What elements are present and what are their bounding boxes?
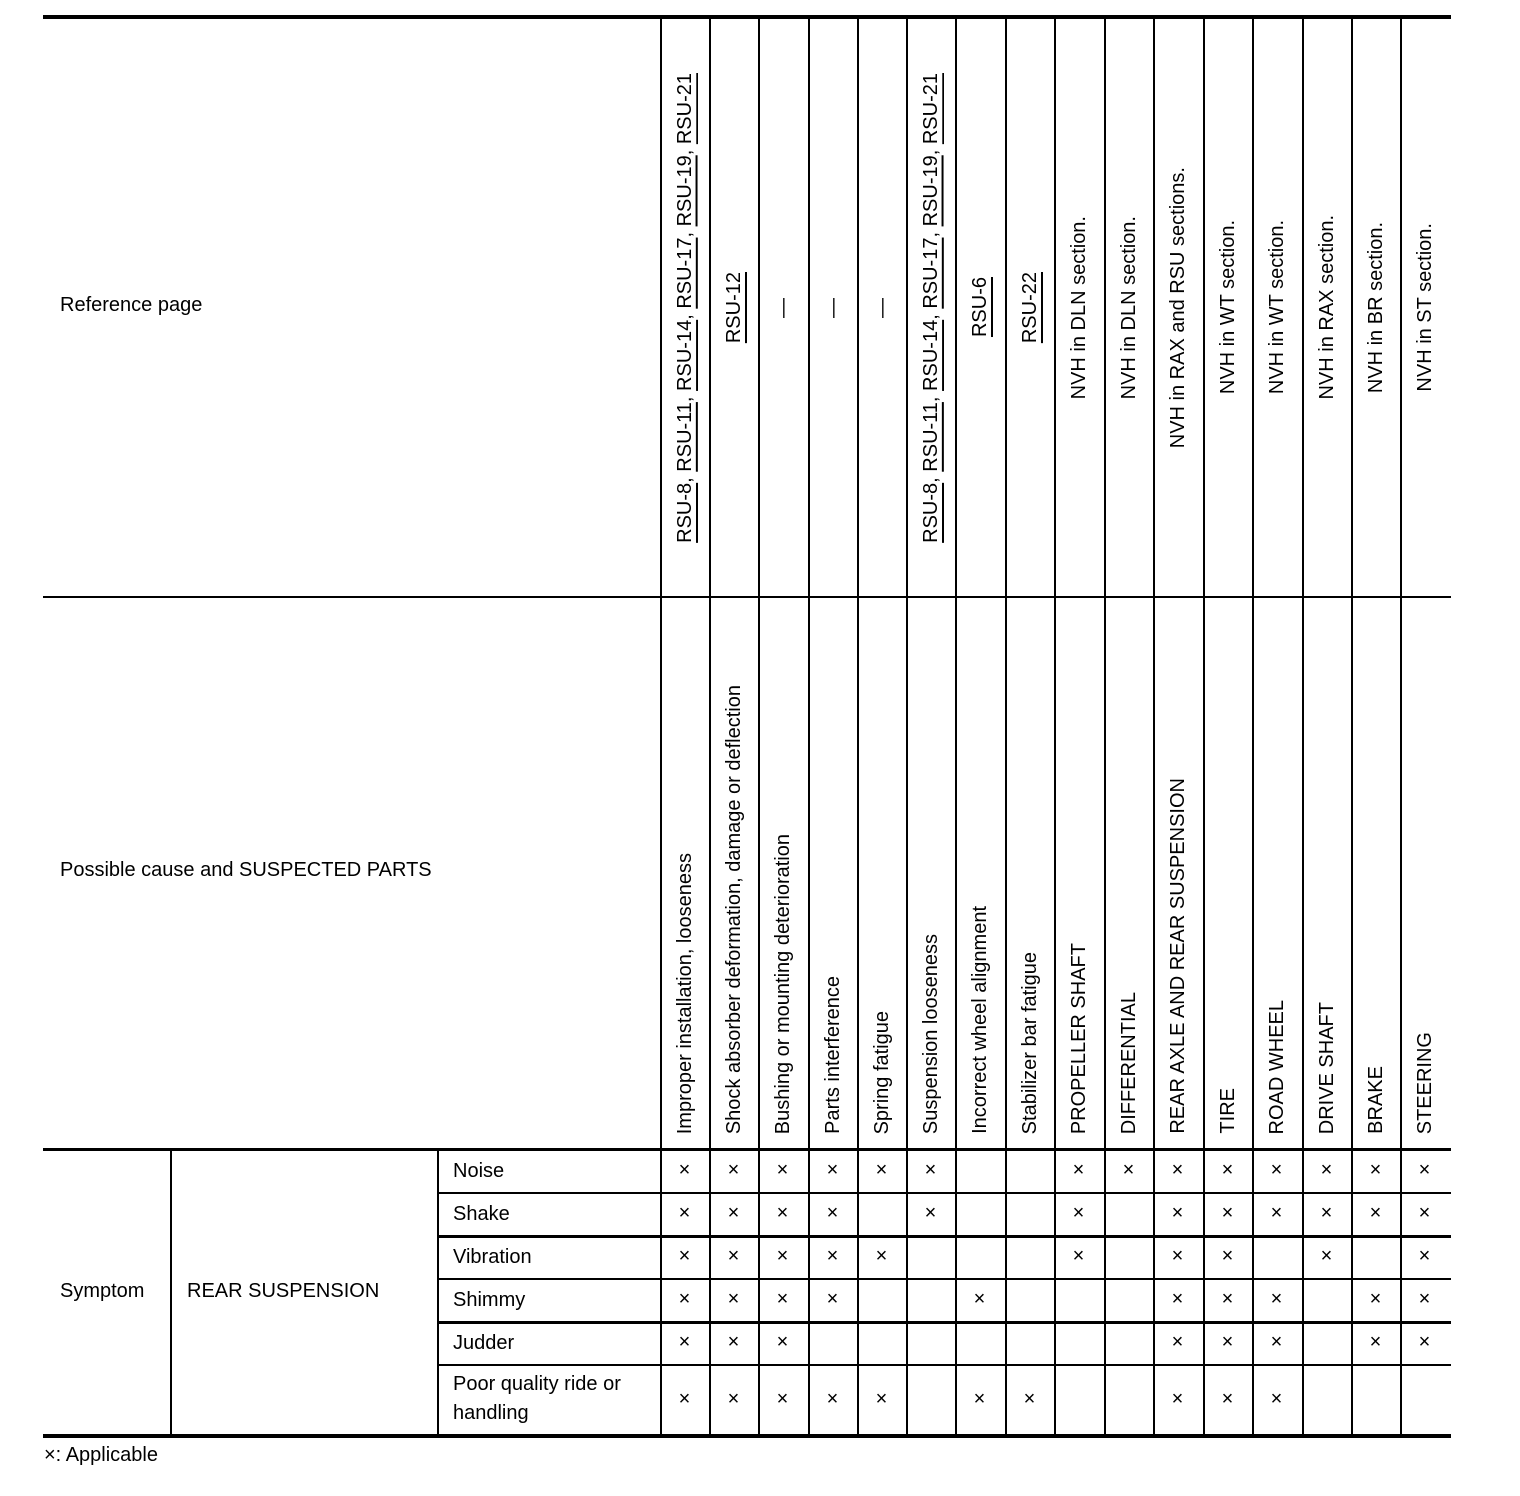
- table-bottom-rule: [43, 1434, 1451, 1438]
- applicable-mark: ×: [875, 1158, 888, 1181]
- reference-cell: [1400, 18, 1450, 597]
- applicable-mark: ×: [875, 1244, 888, 1267]
- reference-cell: [1104, 18, 1153, 597]
- footnote: ×: Applicable: [44, 1444, 158, 1466]
- applicable-mark: ×: [1369, 1158, 1382, 1181]
- reference-cell: [857, 18, 906, 597]
- possible-cause-label: Possible cause and SUSPECTED PARTS: [60, 859, 432, 881]
- symptom-row-label: Noise: [453, 1160, 505, 1182]
- symptom-row-label: Judder: [453, 1332, 515, 1354]
- symptom-label: Symptom: [60, 1280, 145, 1302]
- cause-cell: [808, 598, 857, 1134]
- cause-cell: [758, 598, 808, 1134]
- reference-link[interactable]: RSU-14: [919, 319, 942, 391]
- col-divider: [437, 1149, 439, 1435]
- applicable-mark: ×: [678, 1201, 691, 1224]
- applicable-mark: ×: [776, 1201, 789, 1224]
- reference-cell: RSU-8, RSU-11, RSU-14, RSU-17, RSU-19, RSU-21: [919, 72, 942, 543]
- reference-text: NVH in BR section.: [1364, 221, 1387, 394]
- reference-text: NVH in DLN section.: [1117, 215, 1140, 400]
- applicable-mark: ×: [1270, 1287, 1283, 1310]
- applicable-mark: ×: [1320, 1244, 1333, 1267]
- cause-cell: [660, 598, 709, 1134]
- col-divider: [170, 1149, 172, 1435]
- cause-cell: [1252, 598, 1302, 1134]
- cause-label: Spring fatigue: [870, 1010, 893, 1134]
- applicable-mark: ×: [1418, 1330, 1431, 1353]
- applicable-mark: ×: [1221, 1201, 1234, 1224]
- applicable-mark: ×: [727, 1330, 740, 1353]
- applicable-mark: ×: [678, 1387, 691, 1410]
- applicable-mark: ×: [1171, 1201, 1184, 1224]
- applicable-mark: ×: [1171, 1330, 1184, 1353]
- applicable-mark: ×: [1072, 1158, 1085, 1181]
- row-divider: [43, 1148, 1451, 1151]
- applicable-mark: ×: [1418, 1244, 1431, 1267]
- applicable-mark: ×: [826, 1287, 839, 1310]
- applicable-mark: ×: [924, 1158, 937, 1181]
- reference-link[interactable]: RSU-11: [673, 401, 696, 472]
- row-divider: [437, 1235, 1451, 1238]
- reference-cell: [1203, 18, 1252, 597]
- reference-cell: [1351, 18, 1400, 597]
- reference-link[interactable]: RSU-8: [673, 482, 696, 543]
- applicable-mark: ×: [1369, 1201, 1382, 1224]
- applicable-mark: ×: [1171, 1287, 1184, 1310]
- cause-label: BRAKE: [1364, 1066, 1387, 1134]
- reference-cell: [1054, 18, 1104, 597]
- applicable-mark: ×: [776, 1244, 789, 1267]
- cause-label: TIRE: [1216, 1088, 1239, 1134]
- cause-cell: [955, 598, 1005, 1134]
- symptom-row-label: Shake: [453, 1203, 510, 1225]
- reference-link[interactable]: RSU-14: [673, 319, 696, 391]
- cause-cell: [1104, 598, 1153, 1134]
- cause-cell: [1351, 598, 1400, 1134]
- reference-link[interactable]: RSU-12: [722, 271, 745, 344]
- reference-link[interactable]: RSU-19: [673, 154, 696, 226]
- row-divider: [437, 1364, 1451, 1366]
- reference-cell: [1153, 18, 1203, 597]
- reference-text: —: [772, 297, 794, 318]
- applicable-mark: ×: [973, 1387, 986, 1410]
- applicable-mark: ×: [826, 1201, 839, 1224]
- cause-label: Suspension looseness: [919, 933, 942, 1134]
- reference-link[interactable]: RSU-8: [919, 482, 942, 543]
- reference-link[interactable]: RSU-21: [673, 72, 696, 144]
- applicable-mark: ×: [1418, 1201, 1431, 1224]
- reference-link[interactable]: RSU-11: [919, 401, 942, 472]
- applicable-mark: ×: [1369, 1330, 1382, 1353]
- cause-label: REAR AXLE AND REAR SUSPENSION: [1167, 778, 1189, 1134]
- applicable-mark: ×: [776, 1387, 789, 1410]
- cause-cell: [1203, 598, 1252, 1134]
- applicable-mark: ×: [678, 1158, 691, 1181]
- reference-cell: [1005, 18, 1054, 597]
- applicable-mark: ×: [1171, 1244, 1184, 1267]
- applicable-mark: ×: [1418, 1287, 1431, 1310]
- applicable-mark: ×: [776, 1158, 789, 1181]
- applicable-mark: ×: [727, 1287, 740, 1310]
- applicable-mark: ×: [1418, 1158, 1431, 1181]
- reference-cell: [808, 18, 857, 597]
- reference-link[interactable]: RSU-21: [919, 72, 942, 144]
- reference-text: NVH in RAX section.: [1315, 215, 1338, 400]
- cause-cell: [1302, 598, 1351, 1134]
- applicable-mark: ×: [1221, 1244, 1234, 1267]
- reference-link[interactable]: RSU-6: [969, 277, 991, 338]
- cause-cell: [857, 598, 906, 1134]
- cause-label: Bushing or mounting deterioration: [772, 833, 794, 1134]
- reference-link[interactable]: RSU-19: [919, 154, 942, 226]
- cause-label: Improper installation, looseness: [673, 852, 696, 1134]
- applicable-mark: ×: [1023, 1387, 1036, 1410]
- cause-label: Parts interference: [821, 976, 844, 1134]
- applicable-mark: ×: [1320, 1201, 1333, 1224]
- reference-text: NVH in WT section.: [1266, 220, 1288, 395]
- row-divider: [437, 1192, 1451, 1194]
- applicable-mark: ×: [776, 1330, 789, 1353]
- reference-text: NVH in RAX and RSU sections.: [1167, 166, 1189, 449]
- applicable-mark: ×: [1171, 1387, 1184, 1410]
- reference-cell: [1252, 18, 1302, 597]
- applicable-mark: ×: [727, 1158, 740, 1181]
- cause-label: Stabilizer bar fatigue: [1018, 951, 1041, 1134]
- applicable-mark: ×: [1320, 1158, 1333, 1181]
- cause-label: DIFFERENTIAL: [1117, 991, 1140, 1134]
- reference-cell: [758, 18, 808, 597]
- reference-text: —: [821, 297, 844, 318]
- cause-label: PROPELLER SHAFT: [1068, 942, 1090, 1134]
- reference-cell: [709, 18, 758, 597]
- applicable-mark: ×: [678, 1287, 691, 1310]
- applicable-mark: ×: [826, 1244, 839, 1267]
- reference-cell: [1302, 18, 1351, 597]
- reference-text: NVH in ST section.: [1414, 223, 1436, 392]
- cause-cell: [906, 598, 955, 1134]
- applicable-mark: ×: [1221, 1387, 1234, 1410]
- reference-link[interactable]: RSU-17: [673, 237, 696, 309]
- symptom-row-label: Poor quality ride or handling: [453, 1373, 621, 1424]
- applicable-mark: ×: [678, 1244, 691, 1267]
- applicable-mark: ×: [1171, 1158, 1184, 1181]
- cause-cell: [1400, 598, 1450, 1134]
- cause-label: DRIVE SHAFT: [1315, 1001, 1338, 1134]
- reference-cell: RSU-8, RSU-11, RSU-14, RSU-17, RSU-19, RSU-21: [673, 72, 696, 543]
- applicable-mark: ×: [727, 1201, 740, 1224]
- reference-text: NVH in DLN section.: [1068, 215, 1090, 400]
- applicable-mark: ×: [1270, 1201, 1283, 1224]
- applicable-mark: ×: [875, 1387, 888, 1410]
- applicable-mark: ×: [826, 1158, 839, 1181]
- cause-cell: [1054, 598, 1104, 1134]
- reference-link[interactable]: RSU-17: [919, 237, 942, 309]
- row-divider: [437, 1278, 1451, 1280]
- reference-cell: [955, 18, 1005, 597]
- cause-label: STEERING: [1414, 1031, 1436, 1134]
- applicable-mark: ×: [1369, 1287, 1382, 1310]
- applicable-mark: ×: [1270, 1387, 1283, 1410]
- cause-label: Incorrect wheel alignment: [969, 906, 991, 1134]
- applicable-mark: ×: [826, 1387, 839, 1410]
- reference-text: NVH in WT section.: [1216, 220, 1239, 395]
- applicable-mark: ×: [1072, 1201, 1085, 1224]
- applicable-mark: ×: [727, 1244, 740, 1267]
- applicable-mark: ×: [776, 1287, 789, 1310]
- symptom-row-label: Vibration: [453, 1246, 532, 1268]
- cause-label: ROAD WHEEL: [1266, 999, 1288, 1134]
- cause-cell: [709, 598, 758, 1134]
- applicable-mark: ×: [1221, 1158, 1234, 1181]
- reference-link[interactable]: RSU-22: [1018, 271, 1041, 344]
- symptom-group-label: REAR SUSPENSION: [187, 1280, 380, 1302]
- reference-page-label: Reference page: [60, 294, 203, 316]
- symptom-row-label: Shimmy: [453, 1289, 526, 1311]
- row-divider: [437, 1321, 1451, 1324]
- applicable-mark: ×: [1221, 1330, 1234, 1353]
- cause-label: Shock absorber deformation, damage or deflection: [722, 684, 745, 1134]
- reference-text: —: [870, 297, 893, 318]
- applicable-mark: ×: [924, 1201, 937, 1224]
- cause-cell: [1005, 598, 1054, 1134]
- applicable-mark: ×: [973, 1287, 986, 1310]
- applicable-mark: ×: [1270, 1330, 1283, 1353]
- applicable-mark: ×: [1122, 1158, 1135, 1181]
- applicable-mark: ×: [1270, 1158, 1283, 1181]
- applicable-mark: ×: [727, 1387, 740, 1410]
- applicable-mark: ×: [1072, 1244, 1085, 1267]
- cause-cell: [1153, 598, 1203, 1134]
- applicable-mark: ×: [678, 1330, 691, 1353]
- applicable-mark: ×: [1221, 1287, 1234, 1310]
